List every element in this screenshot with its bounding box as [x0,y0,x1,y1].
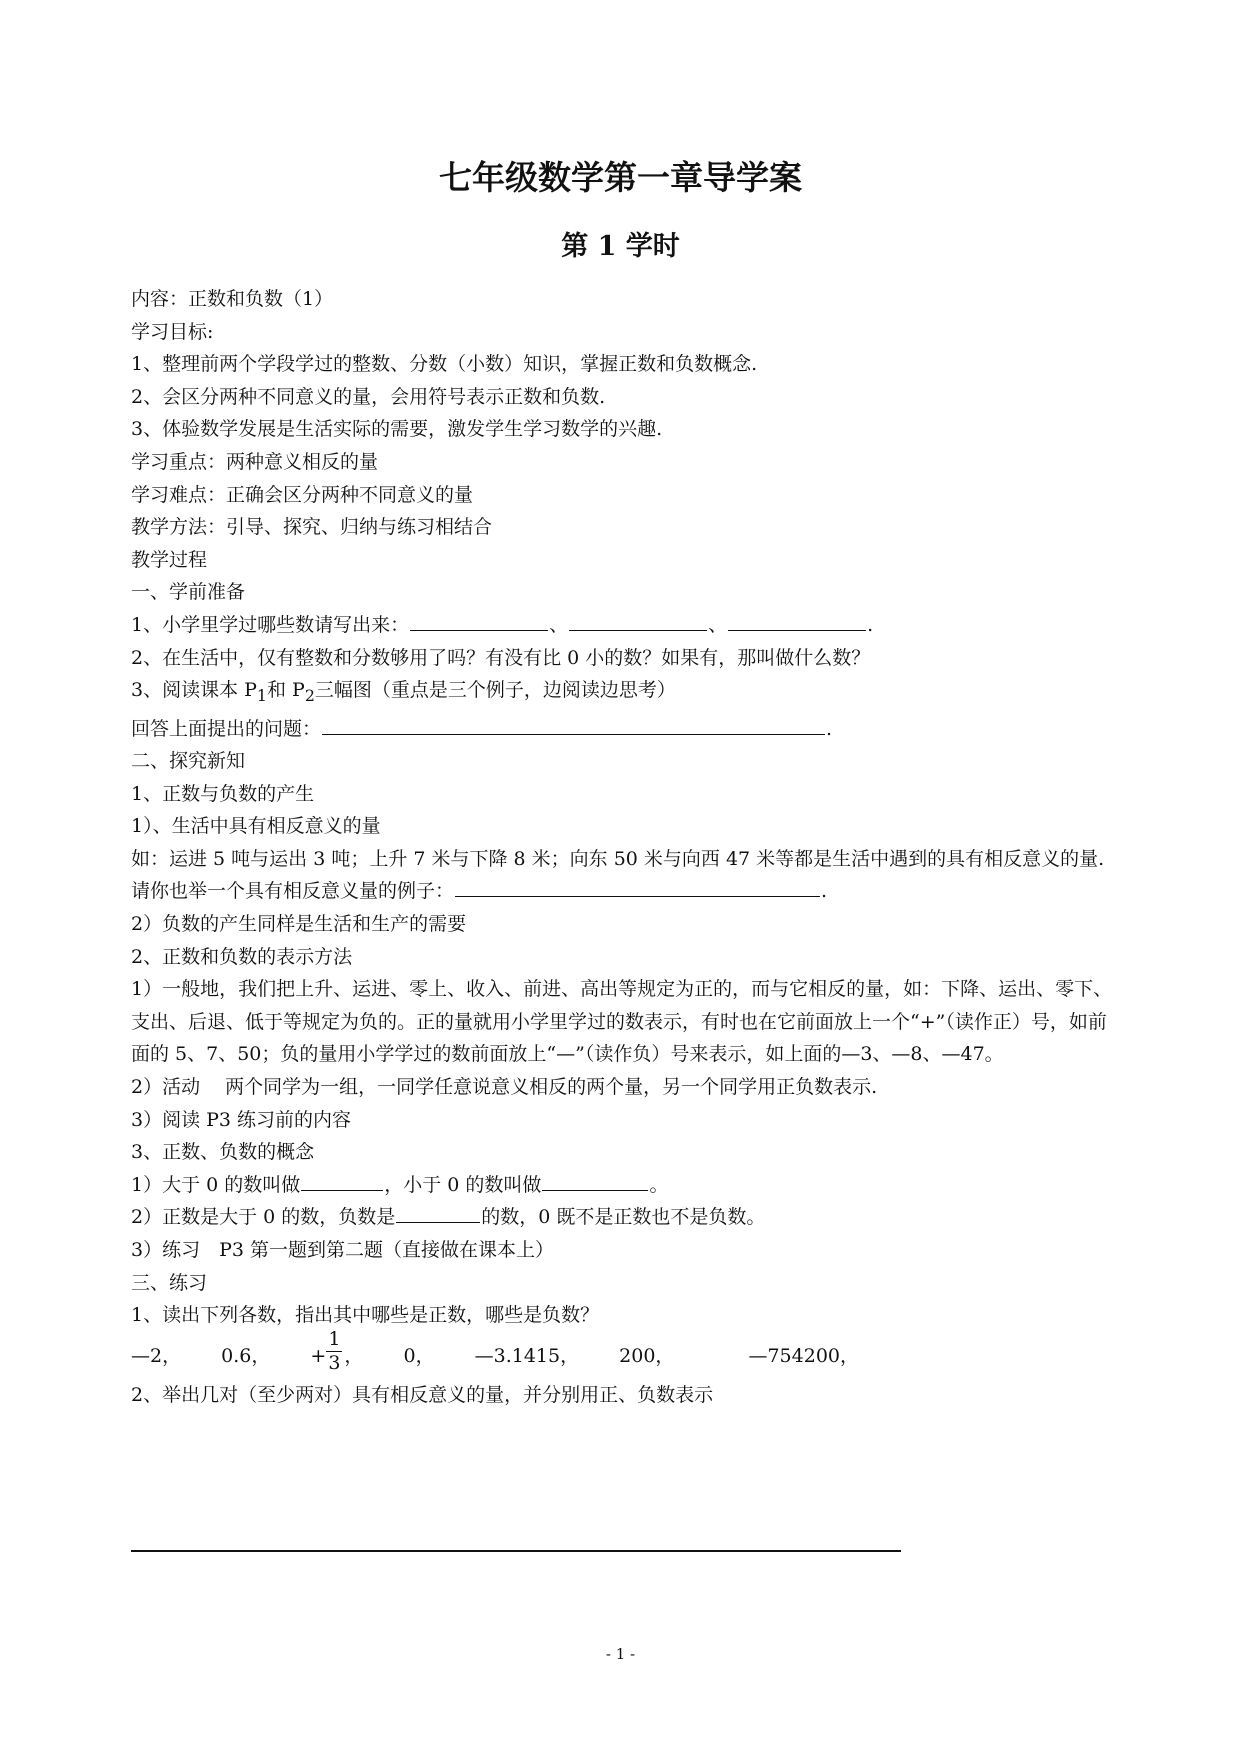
period-3: . [821,880,828,903]
goal-2: 2、会区分两种不同意义的量，会用符号表示正数和负数. [131,385,606,408]
number-6: 200， [619,1344,675,1367]
fraction-denominator: 3 [328,1352,341,1375]
your-example-text: 请你也举一个具有相反意义量的例子： [131,880,455,903]
number-1: —2， [131,1344,182,1367]
lesson-subtitle: 第 1 学时 [561,231,680,262]
document-body [131,283,1121,1412]
question-1-text: 1、小学里学过哪些数请写出来： [131,613,410,636]
content-line: 内容：正数和负数（1） [131,288,334,310]
sub-heading-2-3: 3、正数、负数的概念 [131,1141,315,1164]
goal-1: 1、整理前两个学段学过的整数、分数（小数）知识，掌握正数和负数概念. [131,353,758,376]
number-7: —754200， [748,1344,859,1367]
concept-3: 3）练习 P3 第一题到第二题（直接做在课本上） [131,1239,555,1262]
item-2-2-3: 3）阅读 P3 练习前的内容 [131,1108,352,1131]
teaching-method: 教学方法：引导、探究、归纳与练习相结合 [131,516,493,539]
item-2-2-1: 1）一般地，我们把上升、运进、零上、收入、前进、高出等规定为正的，而与它相反的量，如：下降、运出、零下、支出、后退、低于等规定为负的。正的量就用小学里学过的数表示，有时也在它前面放上一个“+”（读作正）号，如前面的 5、7、50；负的量用小学学过的数前面放上“—”（读作负）号来表示，如上面的—3、—8、—47。 [131,978,1113,1066]
question-1 [131,609,1121,642]
question-2: 2、在生活中，仅有整数和分数够用了吗？有没有比 0 小的数？如果有，那叫做什么数？ [131,646,871,669]
subscript-2: 2 [304,685,315,705]
period-2: . [826,717,833,740]
number-4: 0， [403,1344,435,1367]
answer-blank-5[interactable] [455,877,820,897]
fraction-numerator: 1 [328,1328,341,1351]
answer-blank-7[interactable] [542,1171,648,1191]
number-list [131,1328,1121,1375]
example-paragraph: 如：运进 5 吨与运出 3 吨；上升 7 米与下降 8 米；向东 50 米与向西 47 米等都是生活中遇到的具有相反意义的量. [131,847,1105,870]
answer-question [131,713,1121,746]
sub-heading-2-2: 2、正数和负数的表示方法 [131,945,353,968]
answer-blank-4[interactable] [322,715,825,735]
number-2: 0.6， [221,1344,271,1367]
exercise-2: 2、举出几对（至少两对）具有相反意义的量，并分别用正、负数表示 [131,1384,714,1407]
concept-1-part-c: 。 [649,1173,669,1196]
concept-2 [131,1201,1121,1234]
section-1-heading: 一、学前准备 [131,581,246,604]
question-3-part-b: 和 P [267,679,305,702]
page-number: - 1 - [605,1645,636,1663]
answer-blank-2[interactable] [569,611,707,631]
answer-rule-line[interactable] [131,1550,901,1552]
key-point: 学习重点：两种意义相反的量 [131,450,379,473]
number-3-sign: + [310,1344,327,1367]
answer-blank-3[interactable] [728,611,866,631]
concept-1-part-b: ，小于 0 的数叫做 [384,1173,542,1196]
subscript-1: 1 [256,685,267,705]
period-1: . [867,613,874,636]
difficulty-point: 学习难点：正确会区分两种不同意义的量 [131,483,474,506]
goals-heading: 学习目标: [131,320,214,343]
answer-question-text: 回答上面提出的问题： [131,717,322,740]
item-2-1-1: 1）、生活中具有相反意义的量 [131,815,381,838]
section-2-heading: 二、探究新知 [131,750,246,773]
section-3-heading: 三、练习 [131,1271,208,1294]
question-3 [131,674,1121,712]
item-2-1-2: 2）负数的产生同样是生活和生产的需要 [131,913,467,936]
concept-2-part-a: 2）正数是大于 0 的数，负数是 [131,1206,396,1229]
fraction [326,1330,342,1373]
answer-blank-6[interactable] [301,1171,383,1191]
sub-heading-2-1: 1、正数与负数的产生 [131,782,315,805]
exercise-1: 1、读出下列各数，指出其中哪些是正数，哪些是负数？ [131,1304,600,1327]
concept-1 [131,1169,1121,1202]
answer-blank-8[interactable] [396,1203,480,1223]
question-3-part-c: 三幅图（重点是三个例子，边阅读边思考） [314,679,676,702]
question-3-part-a: 3、阅读课本 P [131,679,257,702]
goal-3: 3、体验数学发展是生活实际的需要，激发学生学习数学的兴趣. [131,418,663,441]
document-title: 七年级数学第一章导学案 [439,158,802,197]
number-5: —3.1415， [474,1344,580,1367]
concept-2-part-b: 的数，0 既不是正数也不是负数。 [481,1206,766,1229]
answer-blank-1[interactable] [410,611,548,631]
your-example [131,875,1121,908]
number-3-comma: ， [344,1344,364,1367]
concept-1-part-a: 1）大于 0 的数叫做 [131,1173,301,1196]
separator-1: 、 [549,613,569,636]
teaching-process: 教学过程 [131,548,208,571]
item-2-2-2: 2）活动 两个同学为一组，一同学任意说意义相反的两个量，另一个同学用正负数表示. [131,1076,878,1099]
separator-2: 、 [708,613,728,636]
